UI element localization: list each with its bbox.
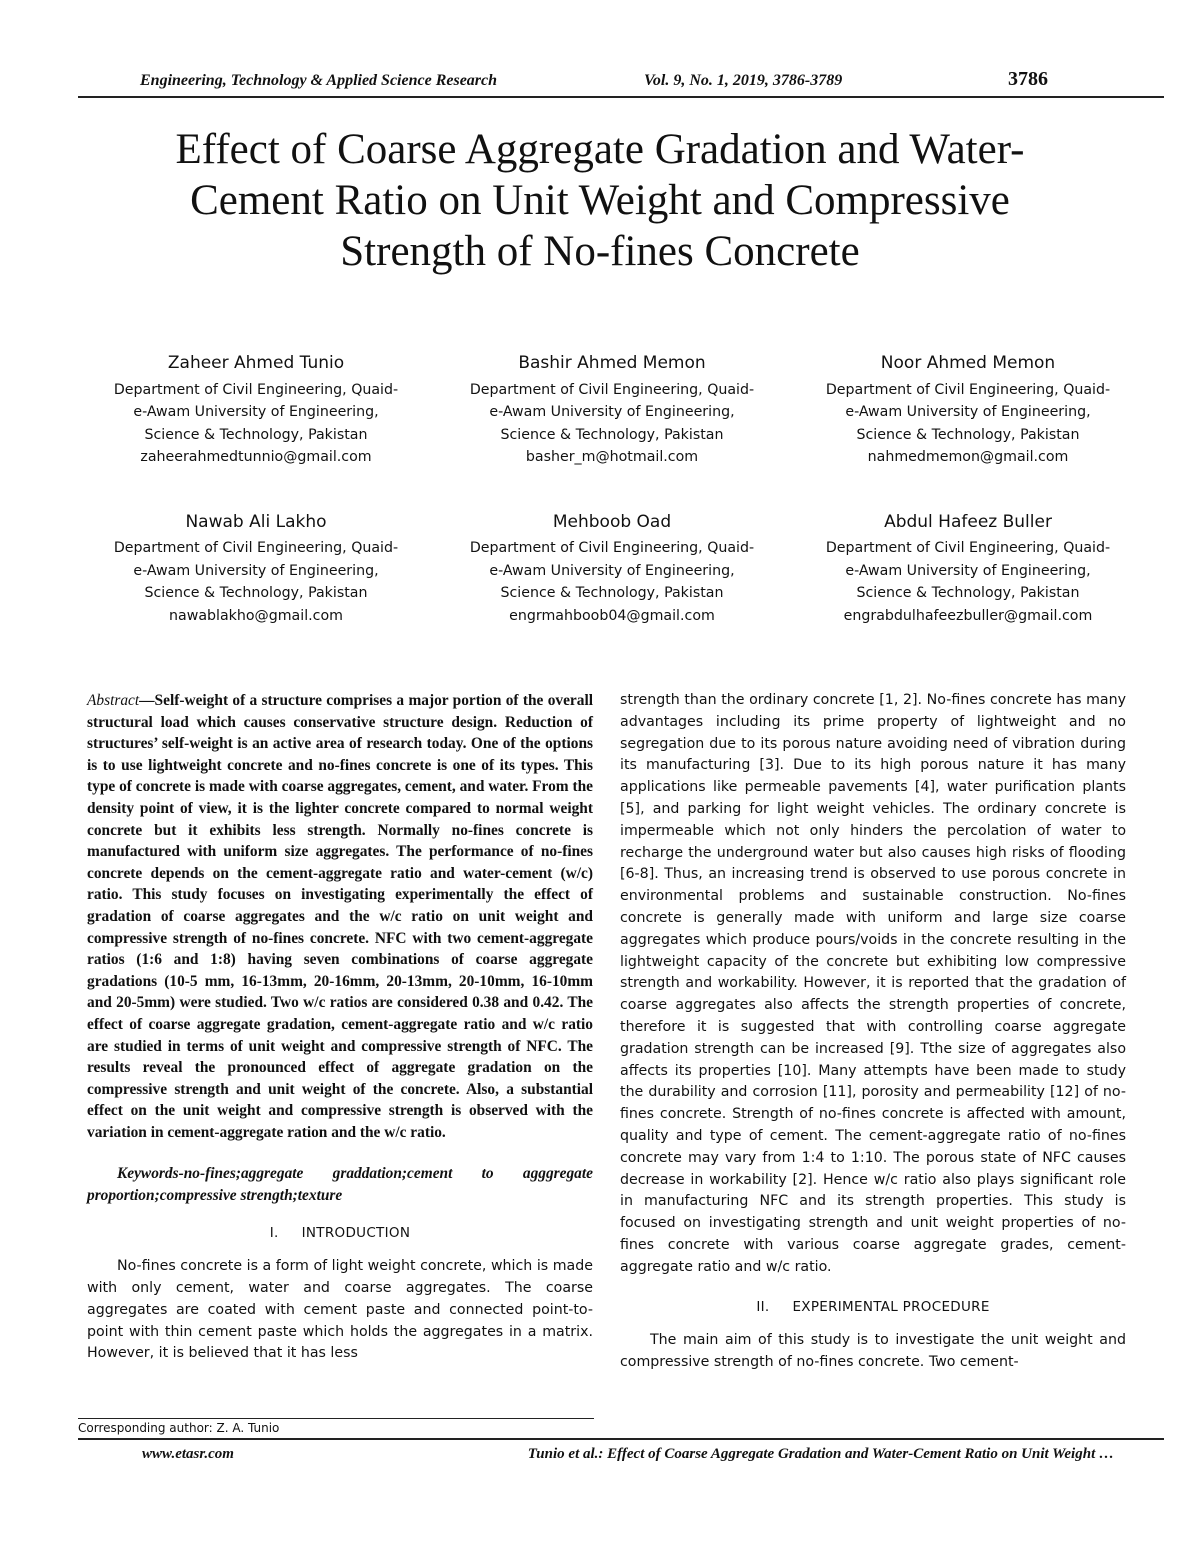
author-email: nawablakho@gmail.com bbox=[169, 607, 343, 624]
journal-website: www.etasr.com bbox=[142, 1446, 234, 1462]
right-column bbox=[620, 690, 1126, 1374]
page-header bbox=[78, 68, 1164, 98]
author-email: basher_m@hotmail.com bbox=[525, 449, 699, 465]
corresponding-author-footnote: Corresponding author: Z. A. Tunio bbox=[78, 1418, 594, 1435]
author-email: engrabdulhafeezbuller@gmail.com bbox=[843, 607, 1093, 624]
experimental-paragraph: The main aim of this study is to investigate the unit weight and compressive strength of no-fines concrete. Two cement- bbox=[620, 1332, 1126, 1371]
author-email: engrmahboob04@gmail.com bbox=[509, 607, 715, 624]
section-title-rest: XPERIMENTAL PROCEDURE bbox=[801, 1298, 990, 1315]
author-name: Nawab Ali Lakho bbox=[185, 511, 327, 532]
keywords: Keywords-no-fines;aggregate graddation;cement to agggregate proportion;compressive strength;texture bbox=[87, 1165, 593, 1205]
author-list bbox=[78, 352, 1130, 627]
author-affiliation-line: Science & Technology, Pakistan bbox=[144, 585, 368, 601]
section-title-initial: I bbox=[301, 1224, 306, 1241]
author-affiliation-line: e-Awam University of Engineering, bbox=[133, 404, 379, 420]
author-email: zaheerahmedtunnio@gmail.com bbox=[140, 449, 372, 465]
author-block bbox=[78, 511, 434, 628]
title-line-1: Effect of Coarse Aggregate Gradation and Water- bbox=[175, 126, 1025, 173]
running-title: Tunio et al.: Effect of Coarse Aggregate Gradation and Water-Cement Ratio on Unit Weight … bbox=[527, 1446, 1114, 1462]
left-column bbox=[87, 690, 593, 1365]
author-name: Zaheer Ahmed Tunio bbox=[167, 353, 345, 373]
section-number: II. bbox=[756, 1298, 770, 1315]
title-line-2: Cement Ratio on Unit Weight and Compressive bbox=[190, 177, 1010, 224]
section-heading-experimental bbox=[620, 1297, 1126, 1319]
paper-title bbox=[90, 124, 1110, 277]
section-title-rest: NTRODUCTION bbox=[305, 1224, 411, 1241]
author-affiliation-line: e-Awam University of Engineering, bbox=[845, 404, 1091, 420]
author-affiliation-line: Department of Civil Engineering, Quaid- bbox=[469, 540, 755, 556]
author-block bbox=[790, 352, 1146, 469]
title-line-3: Strength of No-fines Concrete bbox=[340, 228, 860, 275]
page-footer bbox=[78, 1438, 1164, 1470]
page-number: 3786 bbox=[1008, 68, 1048, 90]
author-name: Bashir Ahmed Memon bbox=[518, 353, 706, 373]
author-affiliation-line: Department of Civil Engineering, Quaid- bbox=[469, 381, 755, 398]
section-heading-introduction bbox=[87, 1223, 593, 1245]
author-block bbox=[790, 511, 1146, 628]
author-block bbox=[434, 352, 790, 469]
author-affiliation-line: e-Awam University of Engineering, bbox=[489, 404, 735, 420]
author-affiliation-line: Science & Technology, Pakistan bbox=[500, 585, 724, 601]
volume-info: Vol. 9, No. 1, 2019, 3786-3789 bbox=[644, 72, 843, 89]
abstract-text: —Self-weight of a structure comprises a major portion of the overall structural load which causes conservative structure design. Reduction of structures’ self-weight is an active area of research today. One of the options is to use lightweight concrete and no-fines concrete is one of its types. This type of concrete is made with coarse aggregates, cement, and water. From the density point of view, it is the lighter concrete compared to normal weight concrete but it exhibits less strength. Normally no-fines concrete is manufactured with uniform size aggregates. The performance of no-fines concrete depends on the cement-aggregate ratio and water-cement (w/c) ratio. This study focuses on investigating experimentally the effect of gradation of coarse aggregates and the w/c ratio on unit weight and compressive strength of no-fines concrete. NFC with two cement-aggregate ratios (1:6 and 1:8) having seven combinations of coarse aggregate gradations (10-5 mm, 16-13mm, 20-16mm, 20-13mm, 20-10mm, 16-10mm and 20-5mm) were studied. Two w/c ratios are considered 0.38 and 0.42. The effect of coarse aggregate gradation, cement-aggregate ratio and w/c ratio are studied in terms of unit weight and compressive strength of NFC. The results reveal the pronounced effect of aggregate gradation on the compressive strength and unit weight of the concrete. Also, a substantial effect on the unit weight and compressive strength is observed with the variation in cement-aggregate ration and the w/c ratio. bbox=[87, 692, 593, 1141]
author-affiliation-line: Science & Technology, Pakistan bbox=[856, 585, 1080, 601]
author-affiliation-line: Science & Technology, Pakistan bbox=[856, 426, 1080, 443]
author-affiliation-line: e-Awam University of Engineering, bbox=[845, 562, 1091, 579]
intro-paragraph-right: strength than the ordinary concrete [1, 2]. No-fines concrete has many advantages including its prime property of lightweight and no segregation due to its porous nature avoiding need of vibration during its manufacturing [3]. Due to its high porous nature it has many applications like permeable pavements [4], water purification plants [5], and parking for light weight vehicles. The ordinary concrete is impermeable which not only hinders the percolation of water to recharge the underground water but also causes high risks of flooding [6-8]. Thus, an increasing trend is observed to use porous concrete in environmental problems and sustainable construction. No-fines concrete is generally made with uniform and large size coarse aggregates which produce pours/voids in the concrete resulting in the lightweight capacity of the concrete but exhibiting low compressive strength and workability. However, it is reported that the gradation of coarse aggregates also affects the strength properties of concrete, therefore it is suggested that with controlling coarse aggregate gradation strength can be increased [9]. Tthe size of aggregates also affects its properties [10]. Many attempts have been made to study the durability and corrosion [11], porosity and permeability [12] of no-fines concrete. Strength of no-fines concrete is affected with amount, quality and type of cement. The cement-aggregate ratio of no-fines concrete may vary from 1:4 to 1:10. The porous state of NFC causes decrease in workability [2]. Hence w/c ratio also plays significant role in manufacturing NFC and its strength properties. This study is focused on investigating strength and unit weight properties of no-fines concrete with various coarse aggregate grades, cement-aggregate ratio and w/c ratio. bbox=[620, 692, 1126, 1275]
abstract-lead: Abstract bbox=[87, 692, 140, 709]
journal-name: Engineering, Technology & Applied Science Research bbox=[140, 72, 498, 89]
author-block bbox=[434, 511, 790, 628]
author-name: Abdul Hafeez Buller bbox=[884, 511, 1052, 532]
author-affiliation-line: Department of Civil Engineering, Quaid- bbox=[825, 381, 1111, 398]
author-affiliation-line: Department of Civil Engineering, Quaid- bbox=[113, 381, 399, 398]
section-number: I. bbox=[269, 1224, 279, 1241]
author-affiliation-line: Department of Civil Engineering, Quaid- bbox=[113, 540, 399, 556]
author-affiliation-line: Science & Technology, Pakistan bbox=[500, 426, 724, 443]
author-email: nahmedmemon@gmail.com bbox=[867, 449, 1069, 465]
author-block bbox=[78, 352, 434, 469]
section-title-initial: E bbox=[792, 1298, 802, 1315]
abstract bbox=[87, 690, 593, 1143]
intro-paragraph-left: No-fines concrete is a form of light weight concrete, which is made with only cement, water and coarse aggregates. The coarse aggregates are coated with cement paste and connected point-to-point with thin cement paste which holds the aggregates in a matrix. However, it is believed that it has less bbox=[87, 1258, 593, 1362]
author-affiliation-line: Department of Civil Engineering, Quaid- bbox=[825, 540, 1111, 556]
author-affiliation-line: e-Awam University of Engineering, bbox=[489, 562, 735, 579]
author-affiliation-line: e-Awam University of Engineering, bbox=[133, 562, 379, 579]
author-name: Mehboob Oad bbox=[552, 511, 672, 532]
author-affiliation-line: Science & Technology, Pakistan bbox=[144, 426, 368, 443]
author-name: Noor Ahmed Memon bbox=[880, 353, 1056, 373]
